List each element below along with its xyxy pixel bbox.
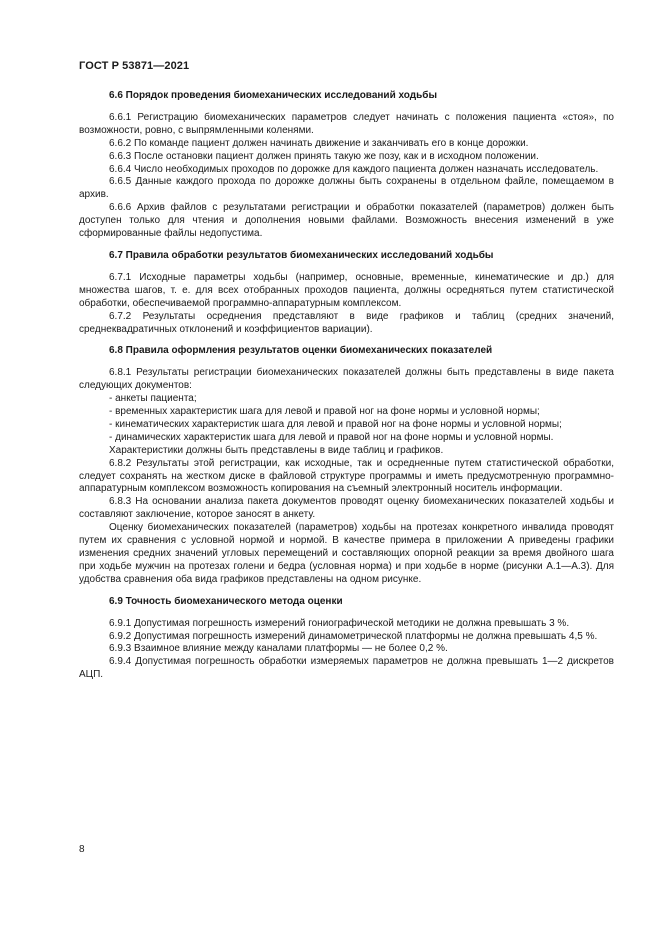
paragraph-6-6-6: 6.6.6 Архив файлов с результатами регистрации и обработки показателей (параметров) должен быть доступен только для чтения и дополнения новыми файлами. Возможность внесения изменений в уже сформированные файлы недопустима. — [79, 202, 614, 240]
list-item-dynamic: - динамических характеристик шага для левой и правой ног на фоне нормы и условной нормы. — [109, 431, 554, 443]
list-item-kinematic: - кинематических характеристик шага для левой и правой ног на фоне нормы и условной нормы; — [109, 418, 562, 430]
list-item-questionnaire: - анкеты пациента; — [109, 393, 197, 405]
paragraph-6-6-4: 6.6.4 Число необходимых проходов по дорожке для каждого пациента должен назначать исследователь. — [109, 163, 599, 175]
section-heading-6-7: 6.7 Правила обработки результатов биомеханических исследований ходьбы — [109, 249, 494, 261]
paragraph-6-9-2: 6.9.2 Допустимая погрешность измерений динамометрической платформы не должна превышать 4,5 %. — [109, 630, 598, 642]
section-heading-6-8: 6.8 Правила оформления результатов оценки биомеханических показателей — [109, 345, 493, 357]
paragraph-6-6-5: 6.6.5 Данные каждого прохода по дорожке должны быть сохранены в отдельном файле, помещаемом в архив. — [79, 176, 614, 201]
paragraph-6-9-3: 6.9.3 Взаимное влияние между каналами платформы — не более 0,2 %. — [109, 643, 448, 655]
paragraph-6-6-3: 6.6.3 После остановки пациент должен принять такую же позу, как и в исходном положении. — [109, 150, 539, 162]
paragraph-6-9-4: 6.9.4 Допустимая погрешность обработки измеряемых параметров не должна превышать 1—2 дискретов АЦП. — [79, 656, 614, 681]
paragraph-6-7-2: 6.7.2 Результаты осреднения представляют в виде графиков и таблиц (средних значений, среднеквадратичных отклонений и коэффициентов вариации). — [79, 310, 614, 335]
section-heading-6-9: 6.9 Точность биомеханического метода оценки — [109, 595, 343, 607]
document-header: ГОСТ Р 53871—2021 — [79, 60, 190, 72]
paragraph-6-8-3: 6.8.3 На основании анализа пакета документов проводят оценку биомеханических показателей ходьбы и составляют заключение, которое заносят в анкету. — [79, 496, 614, 521]
paragraph-assessment: Оценку биомеханических показателей (параметров) ходьбы на протезах конкретного инвалида проводят путем их сравнения с условной нормой и нормой. В качестве примера в приложении А приведены графики изменения средних значений угловых перемещений и составляющих опорной реакции за время двойного шага при ходьбе мужчин на протезах голени и бедра (условная норма) и при ходьбе в норме (рисунки А.1—А.3). Для удобства сравнения оба вида графиков представлены на одном рисунке. — [79, 522, 614, 585]
page-number: 8 — [79, 844, 85, 855]
document-body — [79, 90, 614, 682]
paragraph-6-8-2: 6.8.2 Результаты этой регистрации, как исходные, так и осредненные путем статистической обработки, следует сохранять на жестком диске в файловой структуре программы и иметь предусмотренную программно-аппаратурным комплексом возможность копирования на съемный электронный носитель информации. — [79, 457, 614, 495]
paragraph-6-6-2: 6.6.2 По команде пациент должен начинать движение и заканчивать его в конце дорожки. — [109, 137, 529, 149]
paragraph-6-8-1: 6.8.1 Результаты регистрации биомеханических показателей должны быть представлены в виде пакета следующих документов: — [79, 367, 614, 392]
paragraph-6-6-1: 6.6.1 Регистрацию биомеханических параметров следует начинать с положения пациента «стоя», по возможности, ровно, с выпрямленными коленями. — [79, 111, 614, 136]
paragraph-characteristics: Характеристики должны быть представлены в виде таблиц и графиков. — [109, 444, 444, 456]
paragraph-6-7-1: 6.7.1 Исходные параметры ходьбы (например, основные, временные, кинематические и др.) для множества шагов, т. е. для всех отобранных проходов пациента, должны осредняться путем статистической обработки, обеспечиваемой программно-аппаратурным комплексом. — [79, 271, 614, 309]
list-item-temporal: - временных характеристик шага для левой и правой ног на фоне нормы и условной нормы; — [109, 406, 540, 418]
paragraph-6-9-1: 6.9.1 Допустимая погрешность измерений гониографической методики не должна превышать 3 %. — [109, 617, 570, 629]
section-heading-6-6: 6.6 Порядок проведения биомеханических исследований ходьбы — [109, 90, 437, 101]
